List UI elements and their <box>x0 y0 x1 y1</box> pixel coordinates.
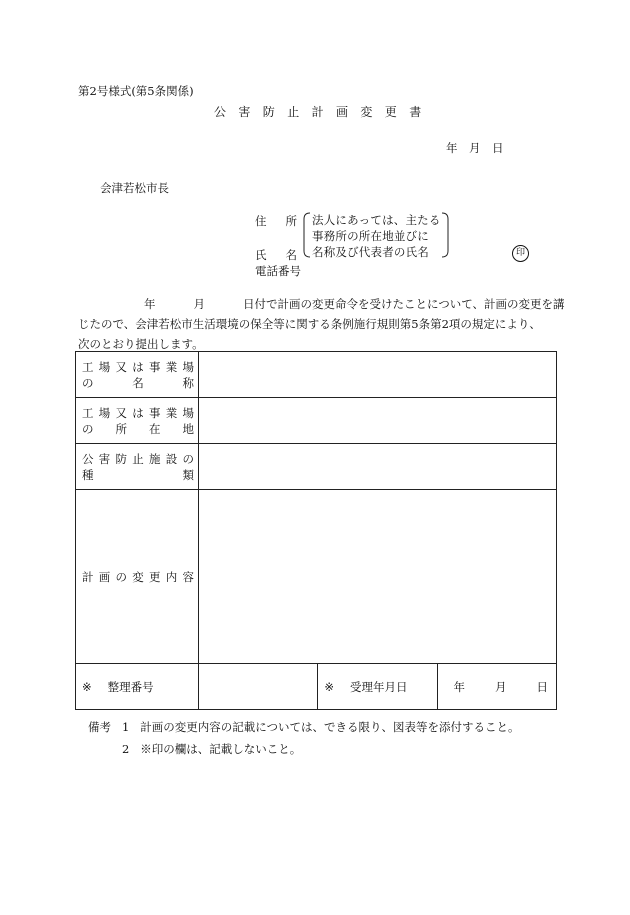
facility-location-field[interactable] <box>199 398 557 444</box>
submission-date: 年 月 日 <box>446 141 504 155</box>
bracket-line-3: 名称及び代表者の氏名 <box>312 245 429 259</box>
body-line-2: じたので、会津若松市生活環境の保全等に関する条例施行規則第5条第2項の規定により、 <box>78 317 541 331</box>
phone-label: 電話番号 <box>255 264 301 278</box>
bracket-line-1: 法人にあっては、主たる <box>312 213 441 227</box>
asterisk-mark: ※ <box>324 679 334 694</box>
pollution-facility-type-label <box>76 444 199 490</box>
note-2: 2 ※印の欄は、記載しないこと。 <box>122 742 302 756</box>
seal-mark: 印 <box>512 245 529 262</box>
note-1: 備考 1 計画の変更内容の記載については、できる限り、図表等を添付すること。 <box>88 720 520 734</box>
facility-location-label <box>76 398 199 444</box>
receipt-date-text: 受理年月日 <box>349 679 408 694</box>
body-line-1: 年 月 日付で計画の変更命令を受けたことについて、計画の変更を講 <box>144 297 565 311</box>
registration-number-text: 整理番号 <box>107 679 154 694</box>
form-number: 第2号様式(第5条関係) <box>78 84 194 98</box>
receipt-date-field[interactable] <box>437 664 556 710</box>
name-label: 氏 名 <box>255 248 297 262</box>
facility-name-label <box>76 352 199 398</box>
addressee: 会津若松市長 <box>100 181 169 195</box>
change-content-label <box>76 490 199 664</box>
document-title: 公害防止計画変更書 <box>214 105 434 119</box>
notes-prefix: 備考 <box>88 720 111 734</box>
label-line: の 所 在 地 <box>82 421 194 436</box>
registration-number-field[interactable] <box>199 664 318 710</box>
registration-number-label <box>76 664 199 710</box>
asterisk-mark: ※ <box>82 679 92 694</box>
label-line: 計 画 の 変 更 内 容 <box>82 569 194 584</box>
label-line: 工 場 又 は 事 業 場 <box>82 405 194 420</box>
bracket-line-2: 事務所の所在地並びに <box>312 229 429 243</box>
receipt-date-label <box>318 664 437 710</box>
pollution-facility-type-field[interactable] <box>199 444 557 490</box>
label-line: 種 類 <box>82 467 194 482</box>
applicant-note-bracket <box>300 211 452 258</box>
change-content-field[interactable] <box>199 490 557 664</box>
change-form-table <box>75 351 557 710</box>
label-line: 工 場 又 は 事 業 場 <box>82 359 194 374</box>
label-line: の 名 称 <box>82 375 194 390</box>
address-label: 住 所 <box>255 214 297 228</box>
label-line: 公 害 防 止 施 設 の <box>82 451 194 466</box>
facility-name-field[interactable] <box>199 352 557 398</box>
body-line-3: 次のとおり提出します。 <box>78 337 204 351</box>
receipt-date-parts: 年 月 日 <box>453 679 548 694</box>
